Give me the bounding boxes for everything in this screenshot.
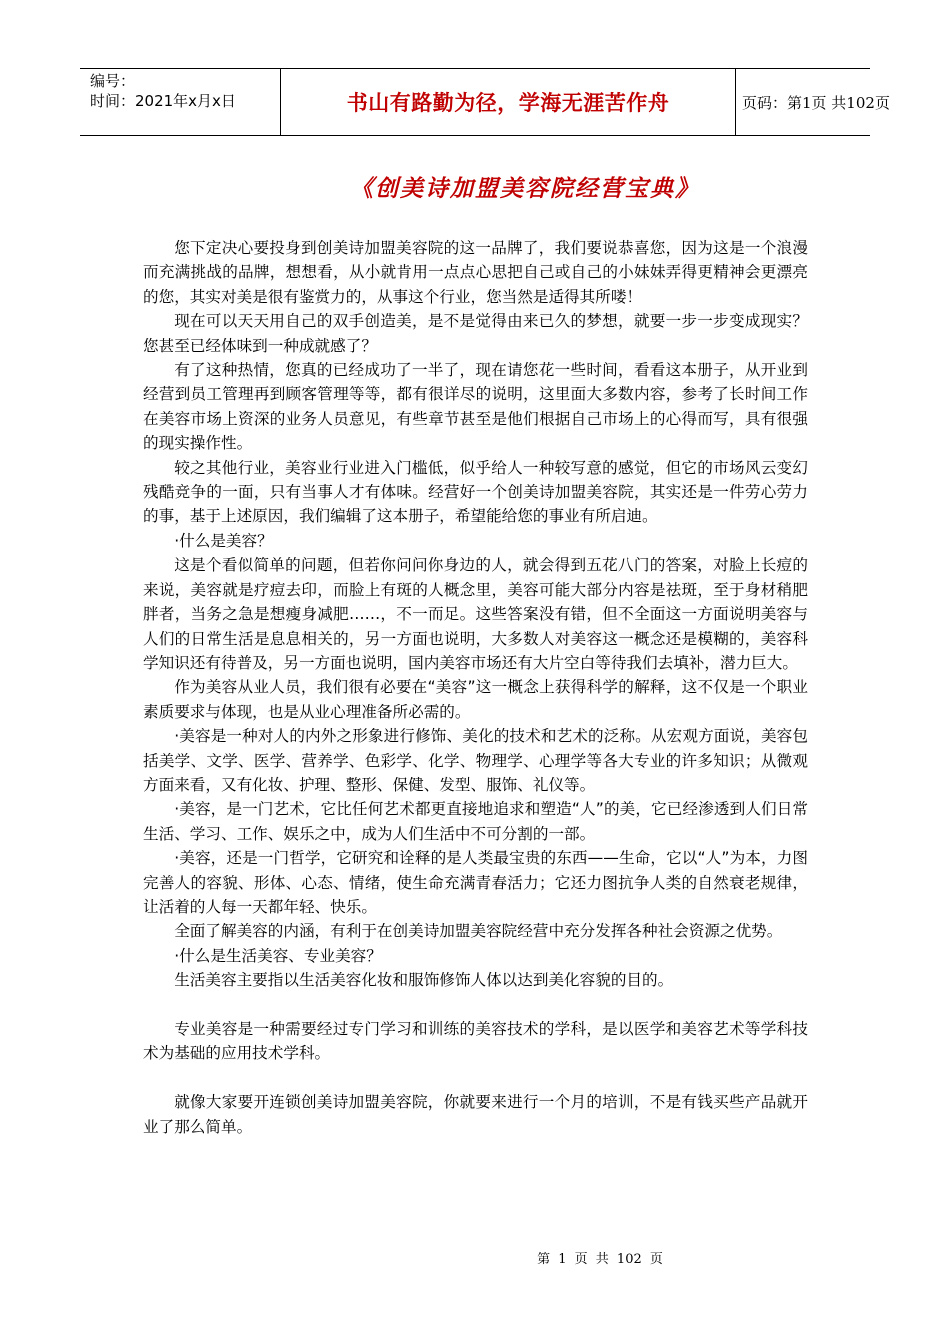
paragraph: ·美容，是一门艺术，它比任何艺术都更直接地追求和塑造“人”的美，它已经渗透到人们日常生活、学习、工作、娱乐之中，成为人们生活中不可分割的一部。 (143, 800, 808, 843)
paragraph: ·美容是一种对人的内外之形象进行修饰、美化的技术和艺术的泛称。从宏观方面说，美容包括美学、文学、医学、营养学、色彩学、化学、物理学、心理学等各大专业的许多知识；从微观方面来看，又有化妆、护理、整形、保健、发型、服饰、礼仪等。 (143, 727, 808, 794)
paragraph: 较之其他行业，美容业行业进入门槛低，似乎给人一种较写意的感觉，但它的市场风云变幻残酷竞争的一面，只有当事人才有体味。经营好一个创美诗加盟美容院，其实还是一件劳心劳力的事，基于上述原因，我们编辑了这本册子，希望能给您的事业有所启迪。 (143, 458, 808, 526)
paragraph: 作为美容从业人员，我们很有必要在“美容”这一概念上获得科学的解释，这不仅是一个职业素质要求与体现，也是从业心理准备所必需的。 (143, 678, 808, 721)
document-body (143, 236, 808, 1139)
header-motto: 书山有路勤为径，学海无涯苦作舟 (346, 91, 670, 115)
document-header (80, 68, 890, 136)
paragraph: 现在可以天天用自己的双手创造美，是不是觉得由来已久的梦想，就要一步一步变成现实？您甚至已经体味到一种成就感了？ (143, 312, 808, 355)
paragraph: 专业美容是一种需要经过专门学习和训练的美容技术的学科，是以医学和美容艺术等学科技术为基础的应用技术学科。 (143, 1019, 808, 1063)
page-footer: 第 1 页 共 102 页 (537, 1252, 663, 1267)
paragraph: 就像大家要开连锁创美诗加盟美容院，你就要来进行一个月的培训，不是有钱买些产品就开业了那么简单。 (143, 1093, 808, 1136)
header-meta-cell (80, 69, 280, 135)
header-page-cell (736, 69, 890, 135)
date-label: 时间：2021年x月x日 (90, 92, 236, 110)
paragraph: 生活美容主要指以生活美容化妆和服饰修饰人体以达到美化容貌的目的。 (174, 971, 674, 990)
section-heading: ·什么是生活美容、专业美容？ (174, 946, 382, 965)
section-heading: ·什么是美容？ (174, 531, 273, 550)
serial-number-label: 编号： (90, 72, 136, 90)
document-title: 《创美诗加盟美容院经营宝典》 (350, 175, 700, 202)
paragraph: 您下定决心要投身到创美诗加盟美容院的这一品牌了，我们要说恭喜您，因为这是一个浪漫而充满挑战的品牌，想想看，从小就肯用一点点心思把自己或自己的小妹妹弄得更精神会更漂亮的您，其实对美是很有鉴赏力的，从事这个行业，您当然是适得其所喽！ (143, 239, 808, 306)
paragraph: 有了这种热情，您真的已经成功了一半了，现在请您花一些时间，看看这本册子，从开业到经营到员工管理再到顾客管理等等，都有很详尽的说明，这里面大多数内容，参考了长时间工作在美容市场上资深的业务人员意见，有些章节甚至是他们根据自己市场上的心得而写，具有很强的现实操作性。 (143, 361, 808, 453)
paragraph: 全面了解美容的内涵，有利于在创美诗加盟美容院经营中充分发挥各种社会资源之优势。 (174, 922, 783, 941)
header-page-number: 页码：第1页 共102页 (742, 93, 890, 112)
paragraph: 这是个看似简单的问题，但若你问问你身边的人，就会得到五花八门的答案，对脸上长痘的来说，美容就是疗痘去印，而脸上有斑的人概念里，美容可能大部分内容是祛斑，至于身材稍肥胖者，当务之急是想瘦身减肥……，不一而足。这些答案没有错，但不全面这一方面说明美容与人们的日常生活是息息相关的，另一方面也说明，大多数人对美容这一概念还是模糊的，美容科学知识还有待普及，另一方面也说明，国内美容市场还有大片空白等待我们去填补，潜力巨大。 (143, 556, 808, 672)
header-motto-cell (280, 69, 736, 135)
paragraph: ·美容，还是一门哲学，它研究和诠释的是人类最宝贵的东西——生命，它以“人”为本，力图完善人的容貌、形体、心态、情绪，使生命充满青春活力；它还力图抗争人类的自然衰老规律，让活着的人每一天都年轻、快乐。 (143, 849, 808, 916)
